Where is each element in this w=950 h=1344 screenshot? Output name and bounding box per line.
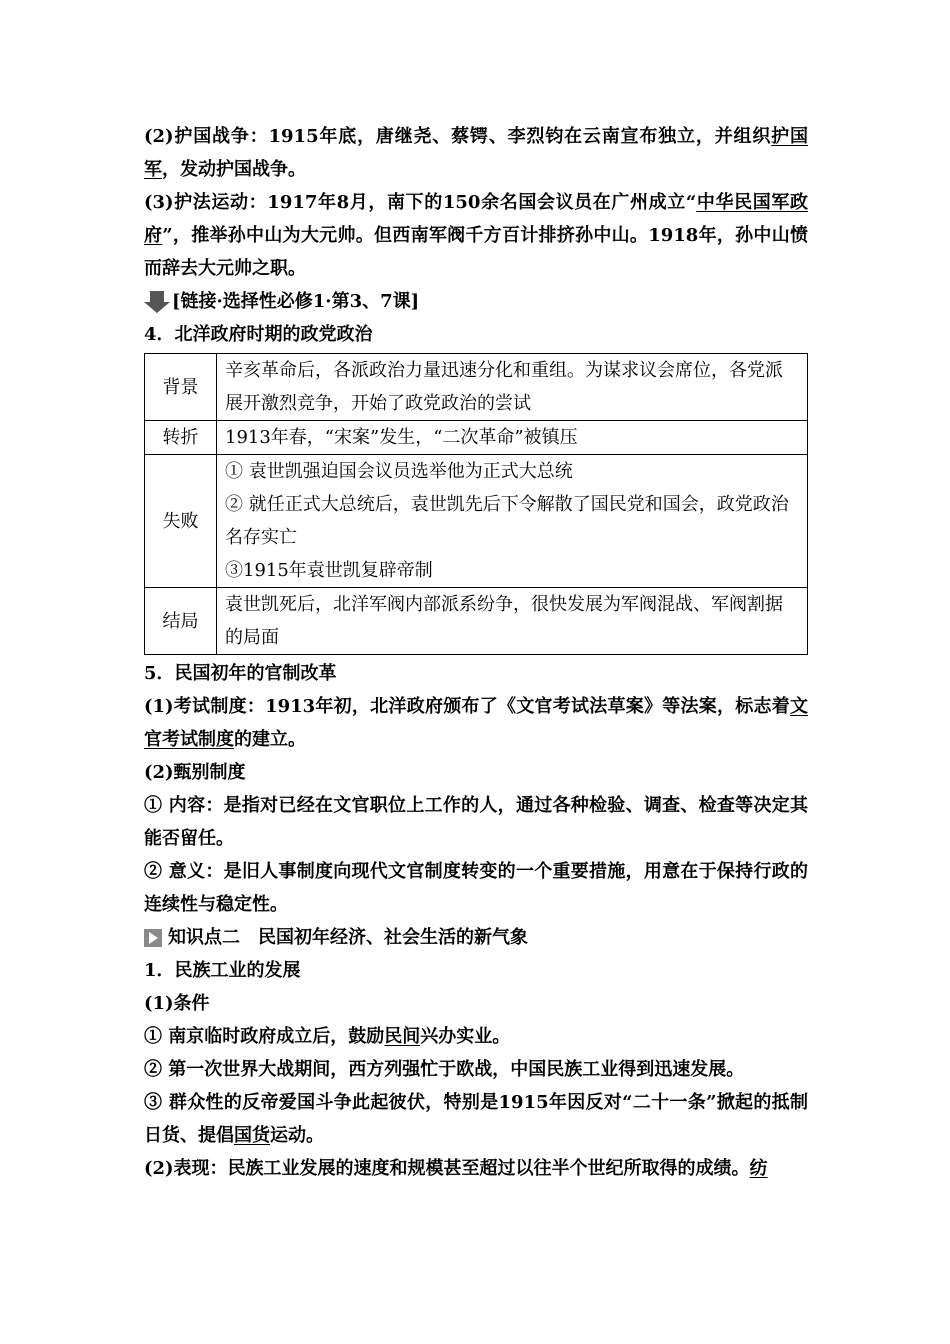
- label-hufa: (3)护法运动：: [144, 192, 268, 213]
- text-huguo-a: 1915年底，唐继尧、蔡锷、李烈钧在云南宣布独立，并组织: [268, 126, 772, 147]
- link-note-line: [144, 285, 808, 318]
- document-page: [144, 120, 808, 1185]
- cell-line: ① 袁世凯强迫国会议员选举他为正式大总统: [225, 461, 573, 482]
- label-screening: (2)甄别制度: [144, 762, 246, 783]
- cell-line: 1913年春，“宋案”发生，“二次革命”被镇压: [225, 427, 578, 448]
- underline-textile: 纺: [749, 1158, 768, 1179]
- knowledge-point-title: 民国初年经济、社会生活的新气象: [258, 927, 528, 948]
- down-arrow-icon: [144, 291, 170, 313]
- text-hufa-b: ”，推举孙中山为大元帅。但西南军阀千方百计排挤孙中山。1918年，孙中山愤而辞去大元帅之职。: [144, 225, 808, 279]
- screening-meaning: ② 意义：是旧人事制度向现代文官制度转变的一个重要措施，用意在于保持行政的连续性与稳定性。: [144, 861, 808, 915]
- label-exam: (1)考试制度：: [144, 696, 266, 717]
- heading-official-reform: 5．民国初年的官制改革: [144, 663, 337, 684]
- paragraph-hufa-movement: [144, 186, 808, 285]
- condition-3-a: ③ 群众性的反帝爱国斗争此起彼伏，特别是1915年因反对“二十一条”掀起的抵制日货、提倡: [144, 1092, 808, 1146]
- text-exam-a: 1913年初，北洋政府颁布了《文官考试法草案》等法案，标志着: [265, 696, 790, 717]
- row-key-turning: 转折: [145, 421, 217, 455]
- cell-line: 辛亥革命后，各派政治力量迅速分化和重组。为谋求议会席位，各党派展开激烈竞争，开始了政党政治的尝试: [225, 360, 783, 414]
- underline-huguo-army: 护国军: [144, 126, 808, 180]
- row-key-outcome: 结局: [145, 588, 217, 655]
- paragraph-exam-system: [144, 690, 808, 756]
- table-row: [145, 455, 808, 588]
- condition-1-a: ① 南京临时政府成立后，鼓励: [144, 1026, 385, 1047]
- condition-2: ② 第一次世界大战期间，西方列强忙于欧战，中国民族工业得到迅速发展。: [144, 1059, 745, 1080]
- cell-line: ② 就任正式大总统后，袁世凯先后下令解散了国民党和国会，政党政治名存实亡: [225, 494, 789, 548]
- condition-1: [144, 1020, 808, 1053]
- underline-exam-system: 文官考试制度: [144, 696, 808, 750]
- text-performance: 民族工业发展的速度和规模甚至超过以往半个世纪所取得的成绩。: [227, 1158, 750, 1179]
- cell-line: ③1915年袁世凯复辟帝制: [225, 560, 433, 581]
- underline-domestic-goods: 国货: [234, 1125, 270, 1146]
- underline-private: 民间: [384, 1026, 421, 1047]
- heading-party-politics: 4．北洋政府时期的政党政治: [144, 324, 373, 345]
- paragraph-performance: [144, 1152, 808, 1185]
- row-value-turning: [217, 421, 808, 455]
- row-value-outcome: [217, 588, 808, 655]
- condition-1-b: 兴办实业。: [420, 1026, 511, 1047]
- link-note: [链接·选择性必修1·第3、7课]: [172, 291, 420, 312]
- table-row: [145, 588, 808, 655]
- text-exam-b: 的建立。: [234, 729, 306, 750]
- play-icon: [144, 929, 162, 947]
- row-key-failure: 失败: [145, 455, 217, 588]
- table-row: [145, 421, 808, 455]
- heading-national-industry: 1．民族工业的发展: [144, 960, 301, 981]
- text-hufa-a: 1917年8月，南下的150余名国会议员在广州成立“: [267, 192, 697, 213]
- knowledge-point-heading: [144, 921, 808, 954]
- row-value-background: [217, 354, 808, 421]
- condition-3-b: 运动。: [270, 1125, 324, 1146]
- screening-content: ① 内容：是指对已经在文官职位上工作的人，通过各种检验、调查、检查等决定其能否留任。: [144, 795, 808, 849]
- label-huguo: (2)护国战争：: [144, 126, 269, 147]
- label-performance: (2)表现：: [144, 1158, 228, 1179]
- underline-military-government: 中华民国军政府: [144, 192, 809, 246]
- condition-3: [144, 1086, 808, 1152]
- text-huguo-b: ，发动护国战争。: [162, 159, 306, 180]
- label-conditions: (1)条件: [144, 993, 210, 1014]
- party-politics-table: [144, 353, 808, 655]
- row-value-failure: [217, 455, 808, 588]
- paragraph-huguo-war: [144, 120, 808, 186]
- table-row: [145, 354, 808, 421]
- knowledge-point-label: 知识点二: [168, 927, 240, 948]
- row-key-background: 背景: [145, 354, 217, 421]
- cell-line: 袁世凯死后，北洋军阀内部派系纷争，很快发展为军阀混战、军阀割据的局面: [225, 594, 783, 648]
